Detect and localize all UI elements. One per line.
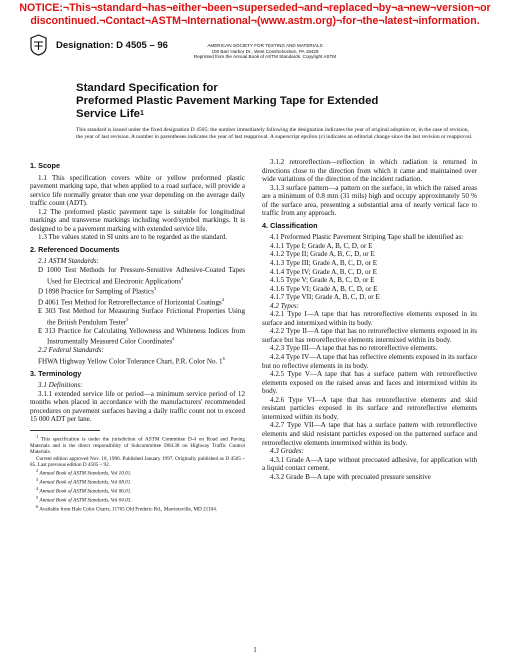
title-line-1: Standard Specification for — [76, 82, 218, 94]
para-4-2-4: 4.2.4 Type IV—A tape that has reflective elements exposed in its surface but no reflective elements in its body. — [262, 353, 477, 370]
type-2-item: 4.1.2 Type II; Grade A, B, C, D, or E — [270, 250, 375, 259]
type-1-item: 4.1.1 Type I; Grade A, B, C, D, or E — [270, 241, 373, 250]
footnote-1: $^1$ This specification is under the jurisdiction of ASTM Committee D-4 on Road and Paving Materials and is the direct responsibility of Subcommittee D04.38 on Highway Traffic Control Materials. — [30, 433, 245, 456]
para-1-3: 1.3 The values stated in SI units are to be regarded as the standard. — [38, 233, 228, 242]
para-1-2: 1.2 The preformed plastic pavement tape is suitable for longitudinal markings and transverse markings including word/symbol markings. It is designed to be a pavement marking with extended service life. — [30, 207, 245, 233]
type-7-item: 4.1.7 Type VII; Grade A, B, C, D, or E — [270, 293, 380, 302]
supersede-notice — [0, 2, 510, 27]
footnote-2: $^2$ Annual Book of ASTM Standards, Vol 10.01. — [36, 468, 132, 477]
footnote-3: $^3$ Annual Book of ASTM Standards, Vol 08.01. — [36, 477, 132, 486]
para-4-2: 4.2 Types: — [270, 301, 300, 310]
para-3-1-3: 3.1.3 surface pattern—a pattern on the surface, in which the raised areas are a minimum of 0.8 mm (31 mils) high and occupy approximately 50 % of the surface area, presenting a substantial area of nearly vertical face to traffic from any approach. — [262, 183, 477, 218]
right-column — [262, 158, 477, 481]
type-4-item: 4.1.4 Type IV; Grade A, B, C, D, or E — [270, 267, 378, 276]
para-4-2-3: 4.2.3 Type III—A tape that has no retroreflective elements. — [270, 344, 438, 353]
para-2-2: 2.2 Federal Standards: — [38, 346, 104, 355]
title-line-2: Preformed Plastic Pavement Marking Tape for Extended — [76, 95, 379, 107]
footnote-4: $^4$ Annual Book of ASTM Standards, Vol 06.01. — [36, 486, 132, 495]
ref-e303: E 303 Test Method for Measuring Surface Frictional Properties Using the British Pendulum Tester$^5$ — [38, 307, 245, 327]
society-name: AMERICAN SOCIETY FOR TESTING AND MATERIALS — [207, 43, 323, 48]
para-2-1: 2.1 ASTM Standards: — [38, 257, 99, 266]
footnote-6: $^6$ Available from Hale Color Charts, 11765 Old Frederic Rd., Marriotsville, MD 21104. — [36, 504, 218, 513]
page-number: 1 — [253, 646, 257, 654]
heading-scope: 1. Scope — [30, 161, 61, 170]
para-3-1-1: 3.1.1 extended service life or period—a minimum service period of 12 months when placed in accordance with the manufacturers' recommended procedures on pavement surfaces having a daily traffic count not to exceed 15 000 ADT per lane. — [30, 389, 245, 424]
para-4-1: 4.1 Preformed Plastic Pavement Striping Tape shall be identified as: — [270, 233, 464, 242]
para-3-1: 3.1 Definitions: — [38, 381, 83, 390]
para-4-2-5: 4.2.5 Type V—A tape that has a surface pattern with retroreflective elements exposed on the raised areas and faces and intermixed within its body. — [262, 370, 477, 396]
heading-referenced-documents: 2. Referenced Documents — [30, 244, 120, 254]
standard-intro: This standard is issued under the fixed designation D 4505; the number immediately following the designation indicates the year of original adoption or, in the case of revision, the year of last revision. A number in parentheses indicates the year of last reapproval. A superscript epsilon (ε) indicates an editorial change since the last revision or reapproval. — [76, 127, 473, 141]
para-3-1-2: 3.1.2 retroreflection—reflection in which radiation is returned in directions close to the direction from which it came and maintained over wide variations of the direction of the incident radiation. — [262, 158, 477, 184]
designation: Designation: D 4505 – 96 — [56, 40, 168, 51]
para-4-2-6: 4.2.6 Type VI—A tape that has retroreflective elements and skid resistant particles exposed in its surface and retroreflective elements intermixed within its body. — [262, 395, 477, 421]
heading-terminology: 3. Terminology — [30, 368, 82, 378]
ref-d4061: D 4061 Test Method for Retroreflectance of Horizontal Coatings$^4$ — [38, 297, 225, 307]
title-line-3: Service Life$^1$ — [76, 108, 144, 120]
para-4-3-1: 4.3.1 Grade A—A tape without precoated adhesive, for application with a liquid contact cement. — [262, 455, 477, 473]
left-column — [30, 158, 245, 513]
society-address: 100 Barr Harbor Dr., West Conshohocken, PA 19428 — [211, 48, 319, 54]
astm-logo-icon — [30, 34, 47, 56]
para-4-3-2: 4.3.2 Grade B—A tape with precoated pressure sensitive — [270, 472, 431, 481]
type-3-item: 4.1.3 Type III; Grade A, B, C, D, or E — [270, 259, 378, 268]
document-title — [76, 82, 456, 121]
para-1-1: 1.1 This specification covers white or yellow preformed plastic pavement marking tape, that when applied to a road surface, will provide a service life normally greater than one year depending on the average daily traffic count (ADT). — [30, 173, 245, 208]
notice-line-1: NOTICE:¬This¬standard¬has¬either¬been¬superseded¬and¬replaced¬by¬a¬new¬version¬or — [19, 2, 491, 14]
society-header — [150, 43, 380, 60]
para-4-3: 4.3 Grades: — [270, 447, 304, 456]
ref-fhwa: FHWA Highway Yellow Color Tolerance Chart, P.R. Color No. $1^6$ — [38, 355, 225, 366]
footnote-5: $^5$ Annual Book of ASTM Standards, Vol 04.03. — [36, 495, 132, 504]
notice-line-2: discontinued.¬Contact¬ASTM¬International¬(www.astm.org)¬for¬the¬latest¬information. — [30, 14, 480, 27]
type-5-item: 4.1.5 Type V; Grade A, B, C, D, or E — [270, 276, 375, 285]
para-4-2-7: 4.2.7 Type VII—A tape that has a surface pattern with retroreflective elements and skid resistant particles exposed on the patterned surface and retroreflective elements intermixed within its body. — [262, 421, 477, 447]
para-4-2-2: 4.2.2 Type II—A tape that has no retroreflective elements exposed in its surface but has retroreflective elements intermixed within its body. — [262, 327, 477, 344]
ref-e313: E 313 Practice for Calculating Yellowness and Whiteness Indices from Instrumentally Measured Color Coordinates$^4$ — [38, 326, 245, 346]
type-6-item: 4.1.6 Type VI; Grade A, B, C, D, or E — [270, 284, 378, 293]
ref-d1898: D 1898 Practice for Sampling of Plastics$^3$ — [38, 286, 157, 296]
ref-d1000: D 1000 Test Methods for Pressure-Sensitive Adhesive-Coated Tapes Used for Electrical and Electronic Applications$^2$ — [38, 266, 245, 285]
para-4-2-1: 4.2.1 Type I—A tape that has retroreflective elements exposed in its surface and intermixed within its body. — [262, 310, 477, 327]
footnote-divider — [30, 430, 100, 431]
footnote-1-edition: Current edition approved Nov. 10, 1996. Published January 1997. Originally published as D 4505 – 85. Last previous edition D 4505 – 92. — [30, 455, 245, 468]
society-reprint: Reprinted from the Annual Book of ASTM Standards. Copyright ASTM — [193, 54, 337, 60]
title-footnote-mark: 1 — [139, 110, 144, 117]
heading-classification: 4. Classification — [262, 220, 318, 230]
